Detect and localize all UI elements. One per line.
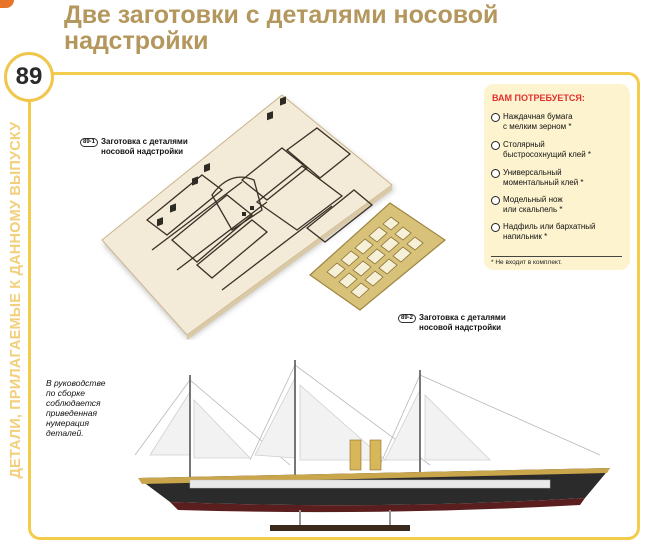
requirement-item xyxy=(491,195,623,215)
requirement-line1: Универсальный xyxy=(503,168,562,177)
part-tag-2: 89-2 xyxy=(398,314,416,323)
requirements-title: ВАМ ПОТРЕБУЕТСЯ: xyxy=(492,93,585,103)
note-line: соблюдается xyxy=(46,398,101,408)
sidebar-caption-text: ДЕТАЛИ, ПРИЛАГАЕМЫЕ К ДАННОМУ ВЫПУСКУ xyxy=(8,121,24,479)
issue-number-badge: 89 xyxy=(4,52,54,102)
assembly-note xyxy=(46,378,116,438)
requirement-item xyxy=(491,222,623,242)
part-label-2-line2: носовой надстройки xyxy=(419,323,502,332)
requirement-item xyxy=(491,140,623,160)
sidebar-caption xyxy=(6,115,26,485)
part-tag-1: 89-1 xyxy=(80,138,98,147)
note-line: нумерация xyxy=(46,418,90,428)
requirements-divider xyxy=(491,256,622,257)
requirement-line1: Надфиль или бархатный xyxy=(503,222,596,231)
part-label-1-line2: носовой надстройки xyxy=(101,147,184,156)
circle-bullet-icon xyxy=(491,169,500,178)
brass-sheet-image xyxy=(305,200,450,315)
part-label-1-line1: Заготовка с деталями xyxy=(101,137,188,146)
requirement-line1: Модельный нож xyxy=(503,195,563,204)
requirement-item xyxy=(491,112,623,132)
corner-mark xyxy=(0,0,14,8)
requirement-line2: моментальный клей * xyxy=(503,178,584,187)
requirements-box xyxy=(484,84,630,270)
requirement-line1: Наждачная бумага xyxy=(503,112,573,121)
note-line: по сборке xyxy=(46,388,85,398)
part-label-2 xyxy=(398,313,506,333)
requirement-line2: быстросохнущий клей * xyxy=(503,150,592,159)
circle-bullet-icon xyxy=(491,113,500,122)
requirement-line2: с мелким зерном * xyxy=(503,122,572,131)
part-label-1 xyxy=(80,137,188,157)
requirement-line1: Столярный xyxy=(503,140,545,149)
note-line: деталей. xyxy=(46,428,84,438)
ship-model-image xyxy=(130,360,615,545)
part-label-2-line1: Заготовка с деталями xyxy=(419,313,506,322)
note-line: приведенная xyxy=(46,408,98,418)
note-line: В руководстве xyxy=(46,378,106,388)
requirements-footnote: * Не входит в комплект. xyxy=(491,259,562,266)
requirement-item xyxy=(491,168,623,188)
requirement-line2: или скальпель * xyxy=(503,205,563,214)
circle-bullet-icon xyxy=(491,196,500,205)
page-title: Две заготовки с деталями носовой надстройки xyxy=(64,1,499,55)
requirement-line2: напильник * xyxy=(503,232,548,241)
circle-bullet-icon xyxy=(491,141,500,150)
circle-bullet-icon xyxy=(491,223,500,232)
